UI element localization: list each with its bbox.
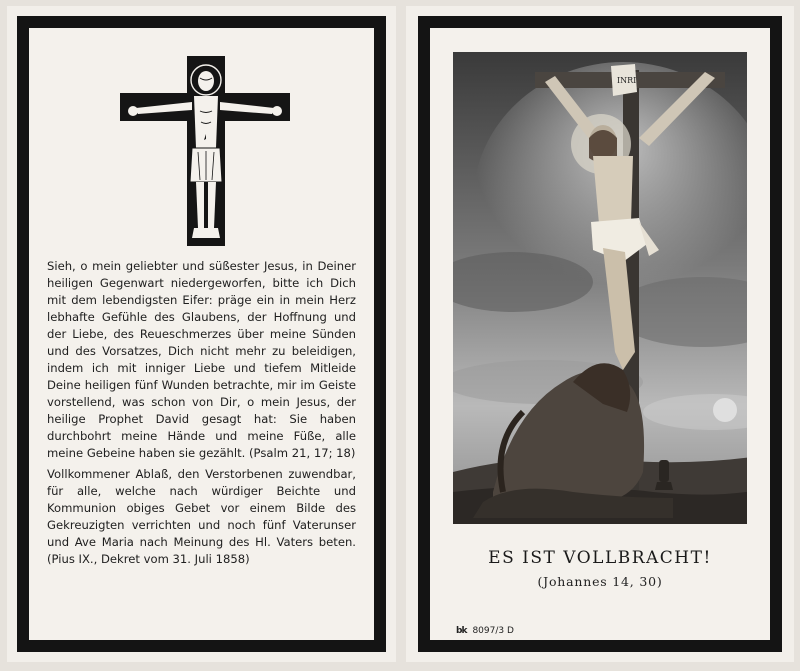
left-card bbox=[7, 6, 396, 662]
print-code bbox=[456, 626, 514, 636]
caption-title: ES IST VOLLBRACHT! bbox=[488, 548, 712, 568]
prayer-text bbox=[47, 258, 356, 568]
right-card bbox=[406, 6, 794, 662]
bible-reference: (Johannes 14, 30) bbox=[537, 574, 663, 589]
publisher-mark: bk bbox=[456, 626, 467, 636]
crucifixion-picture bbox=[453, 52, 747, 524]
inri-plate-text: INRI bbox=[617, 76, 637, 85]
crucifix-icon bbox=[120, 56, 290, 246]
left-card-border-frame bbox=[17, 16, 386, 652]
print-code-number: 8097/3 D bbox=[472, 626, 514, 636]
right-card-border-frame bbox=[418, 16, 782, 652]
crucifix-emblem bbox=[120, 56, 290, 246]
prayer-paragraph: Sieh, o mein geliebter und süßester Jesus, in Deiner heiligen Gegenwart niedergeworfen, bitte ich Dich mit dem lebendigsten Eifer: präge ein in mein Herz lebhafte Gefühle des Glaubens, der Hoffnung und der Liebe, des Reueschmerzes über meine Sünden und des Vorsatzes, Dich nicht mehr zu beleidigen, indem ich mit inniger Liebe und tiefem Mitleide Deine heiligen fünf Wunden betrachte, mir im Geiste vorstellend, was schon von Dir, o mein Jesus, der heilige Prophet David gesagt hat: Sie haben durchbohrt meine Hände und meine Füße, alle meine Gebeine haben sie gezählt. (Psalm 21, 17; 18) bbox=[47, 259, 356, 460]
indulgence-paragraph: Vollkommener Ablaß, den Verstorbenen zuwendbar, für alle, welche nach würdiger Beichte und Kommunion obiges Gebet vor einem Bilde des Gekreuzigten verrichten und noch fünf Vaterunser und Ave Maria nach Meinung des Hl. Vaters beten. (Pius IX., Dekret vom 31. Juli 1858) bbox=[47, 467, 356, 566]
crucifixion-scene-image bbox=[453, 52, 747, 524]
